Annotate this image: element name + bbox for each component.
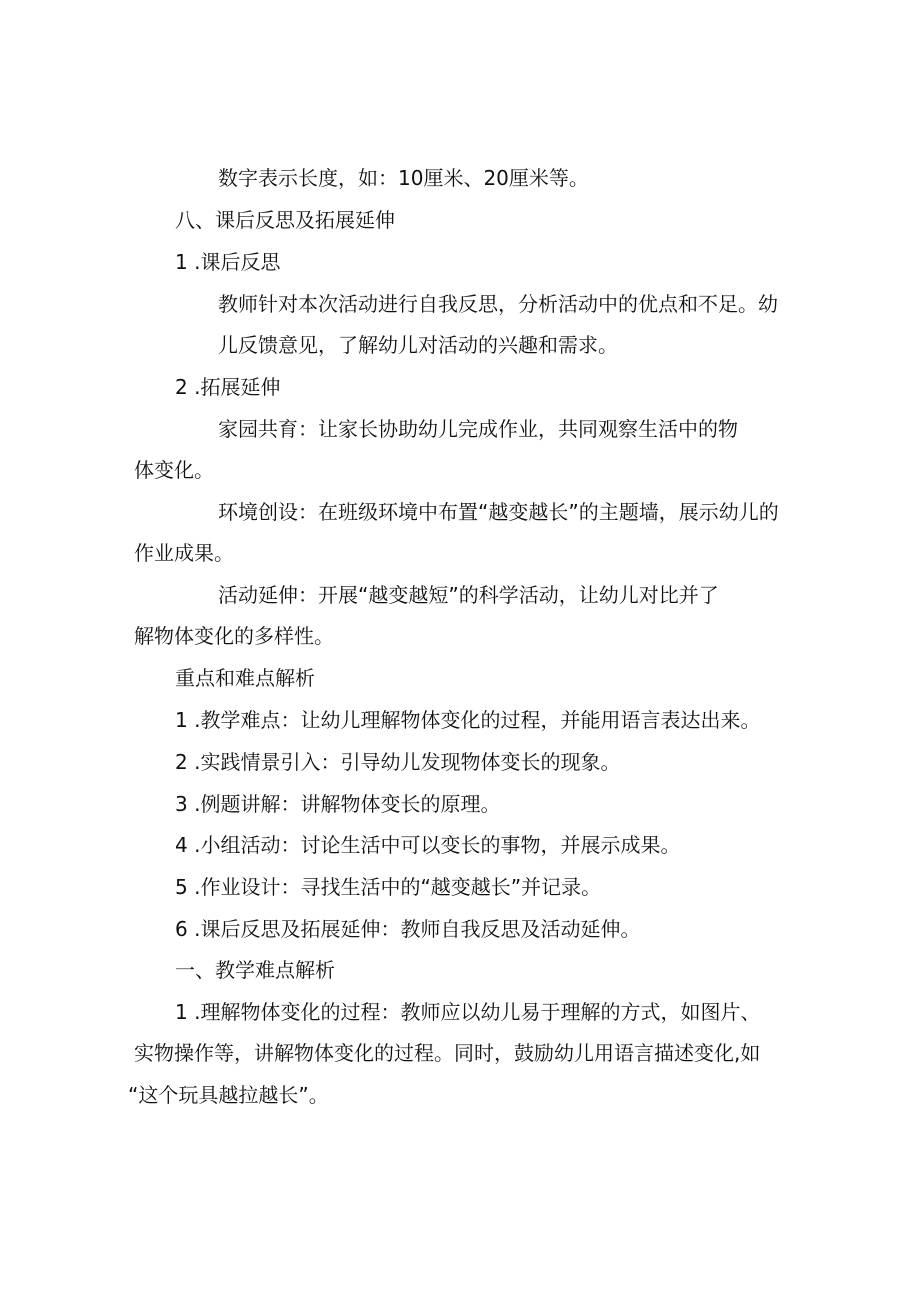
list-item: 3 .例题讲解：讲解物体变长的原理。	[175, 792, 501, 816]
list-item: 5 .作业设计：寻找生活中的“越变越长”并记录。	[175, 875, 602, 899]
text-line: 家园共育：让家长协助幼儿完成作业，共同观察生活中的物	[218, 417, 738, 441]
list-item: 1 .教学难点：让幼儿理解物体变化的过程，并能用语言表达出来。	[175, 708, 761, 732]
list-item: 6 .课后反思及拓展延伸：教师自我反思及活动延伸。	[175, 917, 641, 941]
section-heading: 一、教学难点解析	[175, 958, 335, 982]
text-line: 儿反馈意见，了解幼儿对活动的兴趣和需求。	[218, 333, 618, 357]
text-line: 解物体变化的多样性。	[134, 624, 334, 648]
list-item: 4 .小组活动：讨论生活中可以变长的事物，并展示成果。	[175, 833, 681, 857]
subsection-heading: 1 .课后反思	[175, 250, 281, 274]
text-line: 数字表示长度，如：10厘米、20厘米等。	[218, 166, 589, 190]
text-line: 活动延伸：开展“越变越短”的科学活动，让幼儿对比并了	[218, 583, 719, 607]
list-item: 2 .实践情景引入：引导幼儿发现物体变长的现象。	[175, 750, 621, 774]
text-line: “这个玩具越拉越长”。	[128, 1083, 329, 1107]
text-line: 环境创设：在班级环境中布置“越变越长”的主题墙，展示幼儿的	[218, 500, 779, 524]
section-heading: 重点和难点解析	[175, 666, 315, 690]
text-line: 教师针对本次活动进行自我反思，分析活动中的优点和不足。幼	[218, 292, 778, 316]
section-heading: 八、课后反思及拓展延伸	[175, 208, 395, 232]
text-line: 作业成果。	[134, 541, 234, 565]
text-line: 体变化。	[134, 458, 214, 482]
subsection-heading: 2 .拓展延伸	[175, 375, 281, 399]
list-item: 1 .理解物体变化的过程：教师应以幼儿易于理解的方式，如图片、	[175, 1000, 761, 1024]
text-line: 实物操作等，讲解物体变化的过程。同时，鼓励幼儿用语言描述变化,如	[134, 1041, 761, 1065]
